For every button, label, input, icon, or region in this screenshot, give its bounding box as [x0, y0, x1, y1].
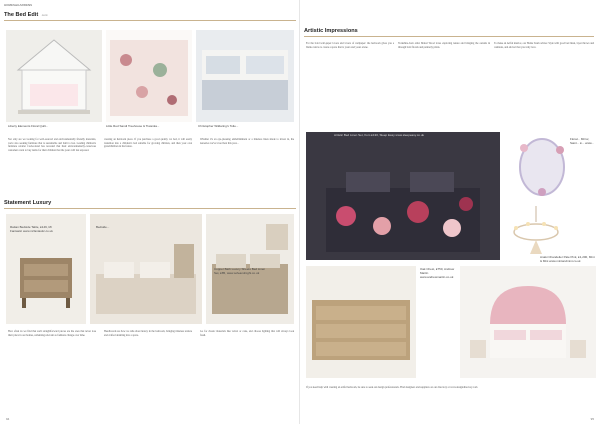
oak-chest-image: [306, 266, 416, 378]
caption-copper: Copper Bath Luxury Sheets Bed Linen Set, £85, www.sofeandnight.co.uk: [214, 267, 266, 275]
caption-rattan: Rattan Bedside Table, £149, Mr Fantastic www.mrfantastic.co.uk: [10, 225, 53, 233]
artistic-title-bar: [304, 28, 594, 37]
caption-mirror: Floral... Mirror, Saint... £... www...: [570, 137, 595, 145]
bedroom-scene-image: [90, 214, 202, 324]
chandelier-image: [506, 206, 566, 260]
statement-column-2: Headboards are how we talk about luxury in the bedroom, bringing timeless texture and crafted detailing into a space.: [104, 330, 192, 337]
section-suffix: cont: [41, 13, 48, 17]
body-column-3: Whether it's an eye-pleasing embellishment or a timeless linen shade to invest in, the nurseries we've loved best this year...: [200, 138, 294, 145]
caption-bed-linen: Artistic Bed Linen Set, from £130, Sleep Easy www.sleepeasy.co.uk: [334, 133, 424, 137]
statement-title: Statement Luxury: [4, 200, 52, 206]
caption-bedside: Bedside...: [96, 225, 110, 229]
body-column-1: Not only are we looking for well-sourced and environmentally friendly materials, we're also seeking furniture that is sustainable and built to last. Leading children's furniture retailer Cuckooland has revealed that their environmentally-conscious customers want to buy items for their children that the years will last exposed.: [8, 138, 96, 152]
caption-sheet: Christopher Wildaring's Toile...: [198, 124, 239, 128]
artistic-column-1: For the bold wall-paper lovers and lovers of wallpaper: the bedroom gives you a blank canvas to create a space that is yours and yours alone.: [306, 42, 394, 49]
caption-house-bed: Little Red Sandi Treehouse & Tiwanka...: [106, 124, 160, 128]
folio-right: 95: [590, 417, 594, 421]
section-title: The Bed Edit: [4, 12, 39, 18]
right-page: [300, 0, 600, 424]
caption-chandelier: Anaki Chandelier Pale Pink, £1,200, Mint & Mini www.mintandmini.co.uk: [540, 255, 595, 263]
floral-bed-image: [306, 132, 500, 260]
treehouse-bed-image: [6, 30, 102, 122]
artistic-column-2: Yorkshire-born artist Mabel Wood loves exploring nature and bringing the outside in through bold florals and painterly prints.: [398, 42, 490, 49]
artistic-column-3: To make an Artful interior, our Home Team advise: Style with good bed linen, layer throws and cushions, and add art that you truly love.: [494, 42, 594, 49]
toile-sheet-image: [196, 30, 294, 122]
section-title-bar: [4, 12, 296, 21]
footer-text: If you need help with creating an artful bedroom, be sure to seek out design professionals. Find designers and suppliers on our directory at www.designdirectory.com: [306, 386, 478, 389]
running-head: HOMES&GARDENS: [4, 3, 33, 7]
statement-column-3: Go for classic materials like velvet or cane, and choose lighting that will always look fresh.: [200, 330, 294, 337]
floral-quilt-image: [106, 30, 192, 122]
statement-title-bar: [4, 200, 296, 209]
folio-left: 94: [6, 417, 10, 421]
floral-mirror-image: [514, 136, 570, 198]
statement-column-1: How often do we find that such straightforward pieces are the ones that never lose their place in our homes, remaining relevant as fashions change over time.: [8, 330, 96, 337]
pink-headboard-bed-image: [460, 266, 596, 378]
artistic-title: Artistic Impressions: [304, 28, 358, 34]
caption-quilt: Liberty Elements Floral Quilt...: [8, 124, 49, 128]
caption-chest: Oak Chest, £750, Andrew Martin www.andrewmartin.co.uk: [420, 267, 455, 279]
body-column-2: creating an heirloom piece. If you purchase a good quality cot bed, it will easily transition into a children's bed suitable for growing children, and then your own grandchildren in the future.: [104, 138, 192, 149]
